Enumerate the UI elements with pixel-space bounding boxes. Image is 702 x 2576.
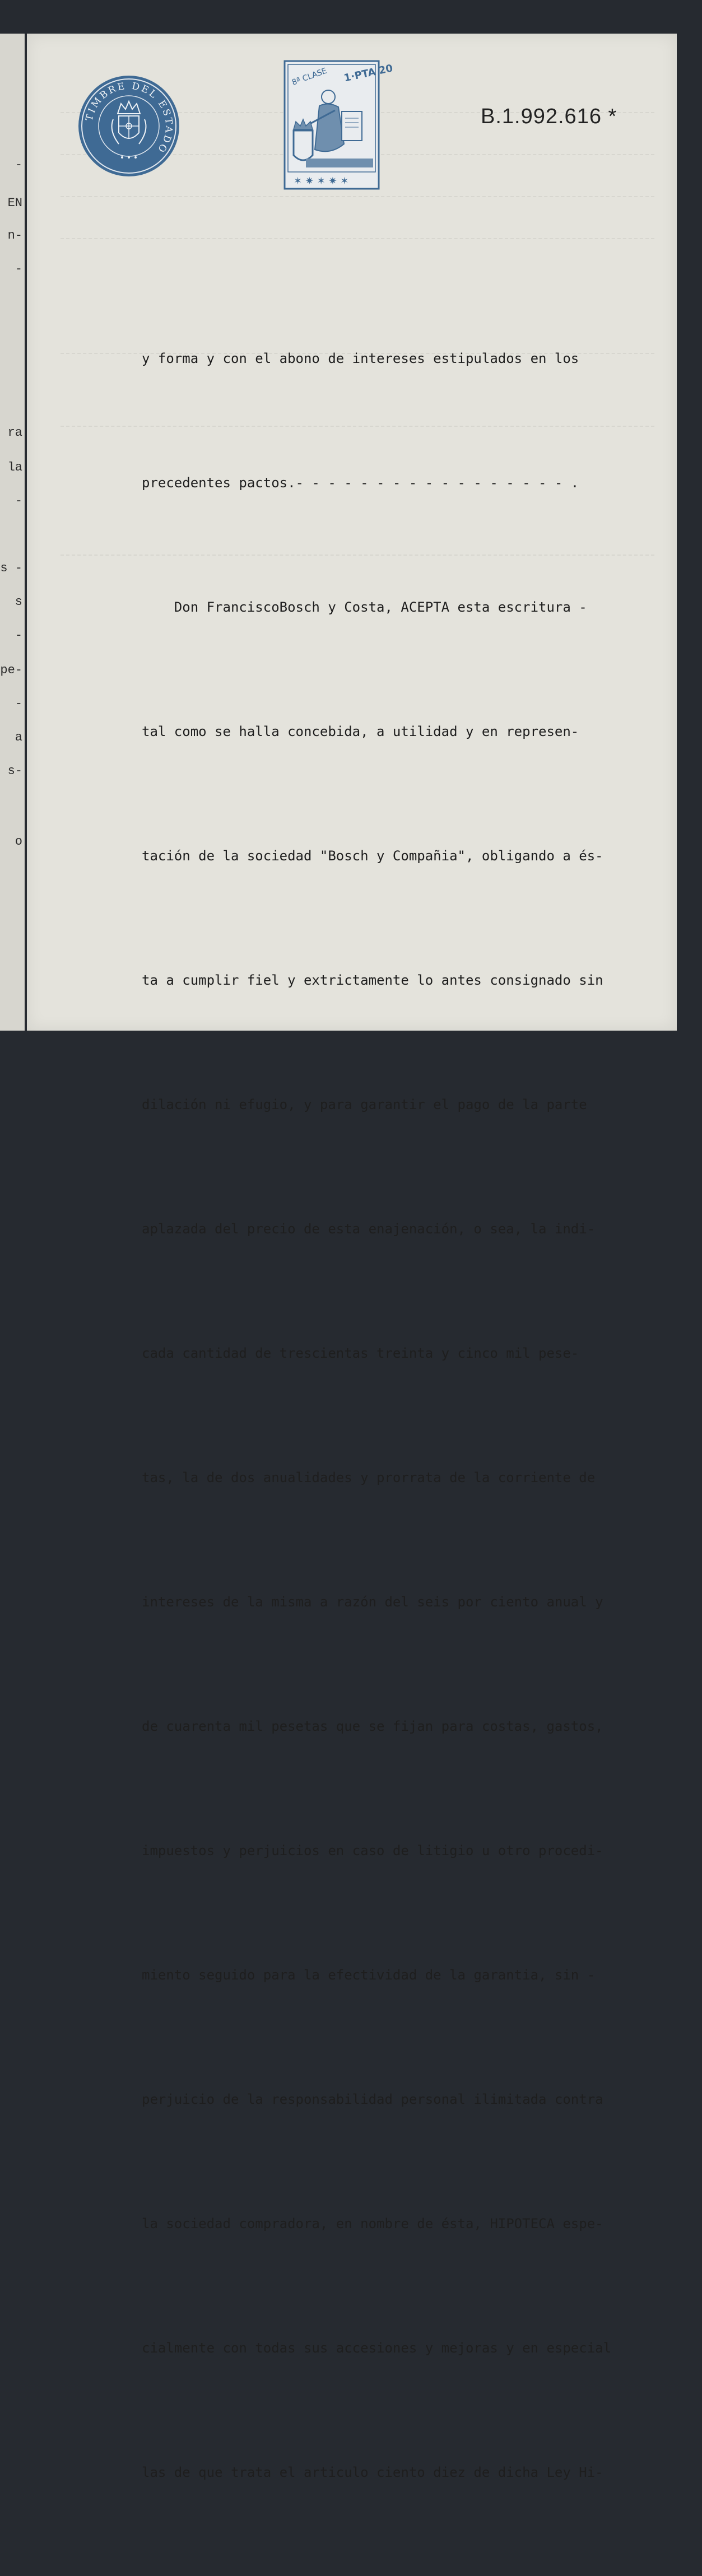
- left-page-fragment: a: [15, 730, 22, 744]
- left-page-fragment: -: [15, 158, 22, 172]
- text-line: aplazada del precio de esta enajenación, o sea, la indi-: [142, 1221, 596, 1237]
- left-page-fragment: s-: [7, 764, 22, 778]
- left-page-fragment: la: [7, 460, 22, 474]
- left-page-fragment: s -: [0, 561, 22, 575]
- text-line: perjuicio de la responsabilidad personal ilimitada contra: [142, 2091, 603, 2107]
- document-page: [27, 34, 677, 2480]
- left-page-fragment: -: [15, 262, 22, 276]
- document-serial-number: B.1.992.616 *: [481, 105, 617, 128]
- text-line: ta a cumplir fiel y extrictamente lo antes consignado sin: [142, 972, 603, 988]
- text-line: Don FranciscoBosch y Costa, ACEPTA esta escritura -: [142, 599, 587, 615]
- left-page-fragment: -: [15, 628, 22, 642]
- text-line: cialmente con todas sus accesiones y mejoras y en especial: [142, 2340, 612, 2356]
- text-line: de cuarenta mil pesetas que se fijan para costas, gastos,: [142, 1718, 603, 1734]
- left-page-fragment: -: [15, 697, 22, 711]
- text-line: tal como se halla concebida, a utilidad y en represen-: [142, 724, 579, 739]
- document-body: [142, 255, 646, 2576]
- text-line: precedentes pactos.- - - - - - - - - - - - - - - - - .: [142, 475, 579, 491]
- left-page-fragment: -: [15, 494, 22, 508]
- text-line: dilación ni efugio, y para garantir el pago de la parte: [142, 1097, 587, 1112]
- left-page-fragment: s: [15, 595, 22, 609]
- left-page-fragment: pe-: [0, 663, 22, 677]
- text-line: la sociedad compradora, en nombre de ésta, HIPOTECA espe-: [142, 2216, 603, 2232]
- text-line: impuestos y perjuicios en caso de litigio u otro procedi-: [142, 1843, 603, 1858]
- stamp-class-label: 8ª CLASE: [290, 66, 328, 87]
- stamp-price: 1·PTA 20: [342, 62, 394, 85]
- stamp-ornament-text: ✶ ✷ ✶ ✷ ✶: [294, 175, 349, 187]
- show-through-line: [61, 196, 654, 198]
- text-line: tación de la sociedad "Bosch y Compañia", obligando a és-: [142, 848, 603, 864]
- left-page-strip: [0, 34, 25, 1031]
- show-through-line: [61, 238, 654, 240]
- text-line: cada cantidad de trescientas treinta y cinco mil pese-: [142, 1345, 579, 1361]
- text-line: tas, la de dos anualidades y prorrata de la corriente de: [142, 1470, 596, 1485]
- text-line: miento seguido para la efectividad de la garantia, sin -: [142, 1967, 596, 1983]
- text-line: las de que trata el articulo ciento diez de dicha Ley Hi-: [142, 2465, 603, 2480]
- state-seal-icon: [77, 74, 180, 178]
- left-page-fragment: ra: [7, 426, 22, 440]
- left-page-fragment: n-: [7, 229, 22, 243]
- left-page-fragment: EN: [7, 196, 22, 210]
- fiscal-stamp-icon: [283, 60, 394, 190]
- text-line: y forma y con el abono de intereses estipulados en los: [142, 351, 579, 366]
- left-page-fragment: o: [15, 835, 22, 849]
- seal-ring-text: TIMBRE DEL ESTADO: [83, 80, 175, 156]
- text-line: intereses de la misma a razón del seis por ciento anual y: [142, 1594, 603, 1610]
